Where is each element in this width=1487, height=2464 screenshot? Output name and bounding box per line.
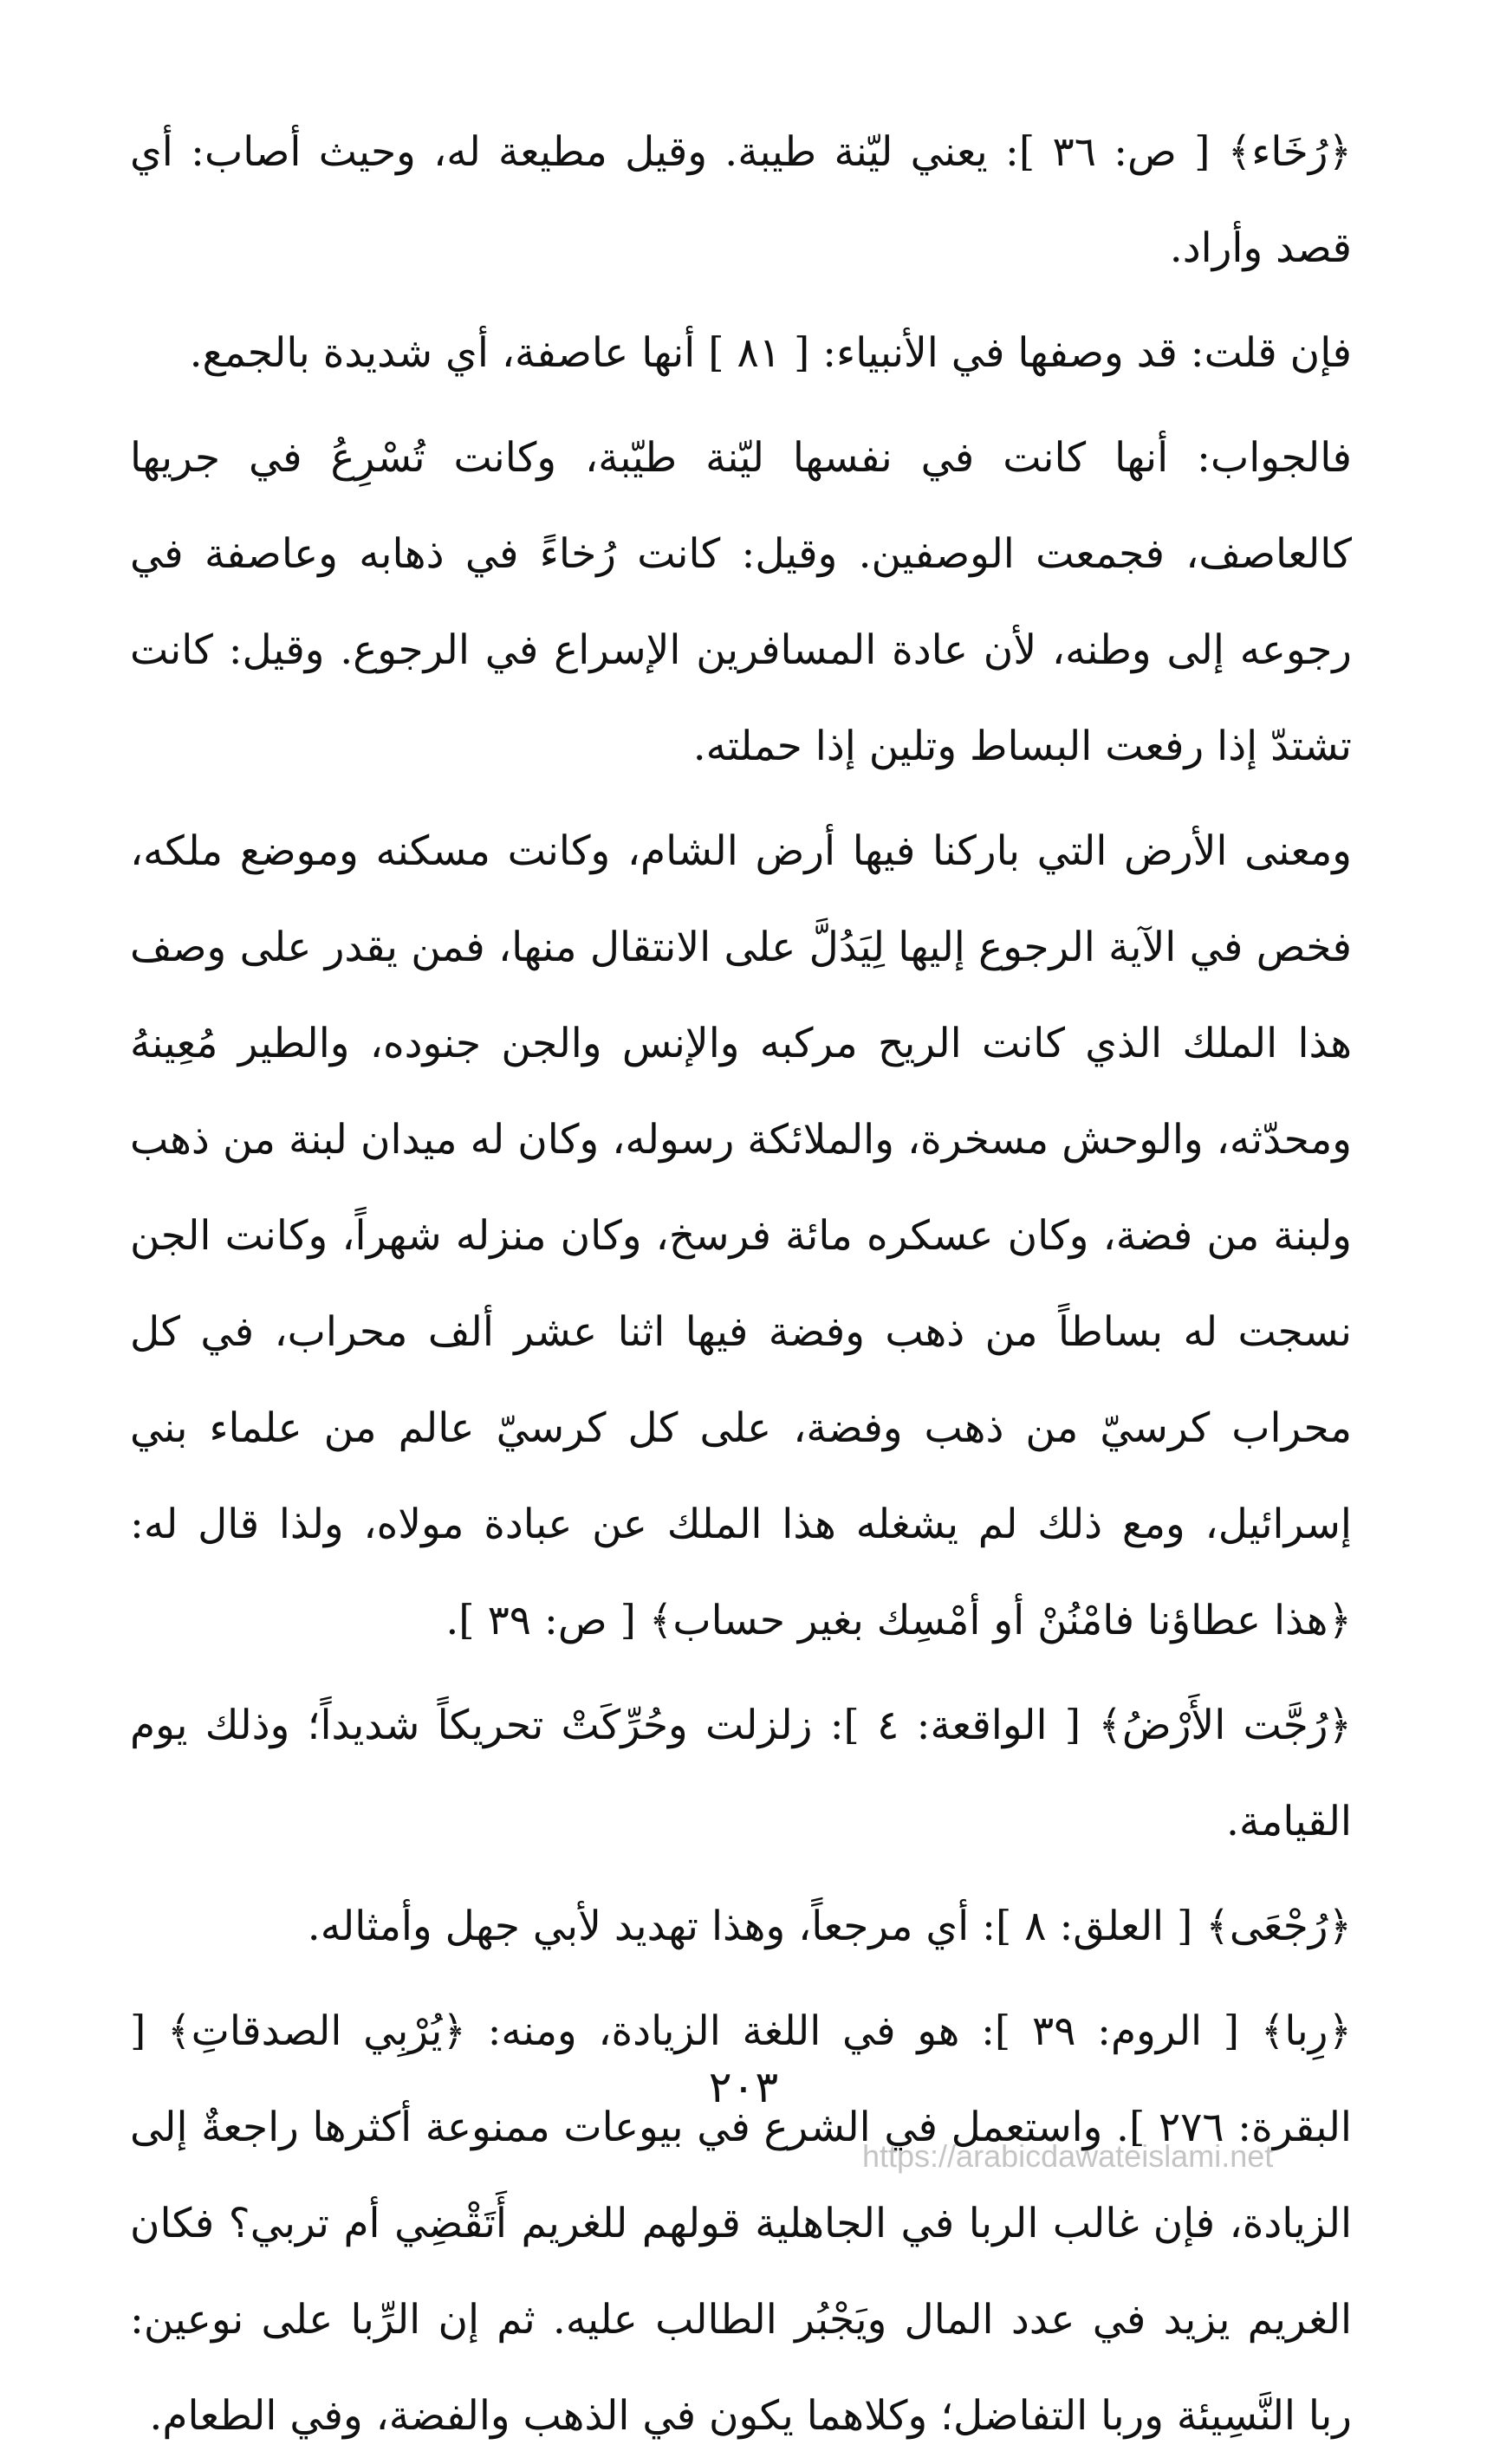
paragraph: ﴿رِبا﴾ [ الروم: ٣٩ ]: هو في اللغة الزيادة، ومنه: ﴿يُرْبِي الصدقاتِ﴾ [ البقرة: ٢٧٦ ]. واستعمل في الشرع في بيوعات ممنوعة أكثرها راجعةٌ إلى الزيادة، فإن غالب الربا في الجاهلية قولهم للغريم أَتَقْضِي أم تربي؟ فكان الغريم يزيد في عدد المال ويَجْبُر الطالب عليه. ثم إن الرِّبا على نوعين: ربا النَّسِيئة وربا التفاضل؛ وكلاهما يكون في الذهب والفضة، وفي الطعام. (130, 2007, 1352, 2440)
page-number: ٢٠٣ (708, 2062, 779, 2112)
paragraph: فإن قلت: قد وصفها في الأنبياء: [ ٨١ ] أنها عاصفة، أي شديدة بالجمع. (189, 329, 1352, 377)
watermark-url: https://arabicdawateislami.net (862, 2138, 1274, 2174)
paragraph: ﴿رُخَاء﴾ [ ص: ٣٦ ]: يعني ليّنة طيبة. وقيل مطيعة له، وحيث أصاب: أي قصد وأراد. (130, 128, 1352, 272)
paragraph: ﴿رُجَّت الأَرْضُ﴾ [ الواقعة: ٤ ]: زلزلت وحُرِّكَتْ تحريكاً شديداً؛ وذلك يوم القيامة. (130, 1702, 1352, 1845)
paragraph: فالجواب: أنها كانت في نفسها ليّنة طيّبة، وكانت تُسْرِعُ في جريها كالعاصف، فجمعت الوصفين. وقيل: كانت رُخاءً في ذهابه وعاصفة في رجوعه إلى وطنه، لأن عادة المسافرين الإسراع في الرجوع. وقيل: كانت تشتدّ إذا رفعت البساط وتلين إذا حملته. (130, 434, 1352, 770)
paragraph: ﴿رُجْعَى﴾ [ العلق: ٨ ]: أي مرجعاً، وهذا تهديد لأبي جهل وأمثاله. (307, 1903, 1352, 1950)
paragraph: ومعنى الأرض التي باركنا فيها أرض الشام، وكانت مسكنه وموضع ملكه، فخص في الآية الرجوع إليها لِيَدُلَّ على الانتقال منها، فمن يقدر على وصف هذا الملك الذي كانت الريح مركبه والإنس والجن جنوده، والطير مُعِينهُ ومحدّثه، والوحش مسخرة، والملائكة رسوله، وكان له ميدان لبنة من ذهب ولبنة من فضة، وكان عسكره مائة فرسخ، وكان منزله شهراً، وكانت الجن نسجت له بساطاً من ذهب وفضة فيها اثنا عشر ألف محراب، في كل محراب كرسيّ من ذهب وفضة، على كل كرسيّ عالم من علماء بني إسرائيل، ومع ذلك لم يشغله هذا الملك عن عبادة مولاه، ولذا قال له: ﴿هذا عطاؤنا فامْنُنْ أو أمْسِك بغير حساب﴾ [ ص: ٣٩ ]. (130, 827, 1352, 1644)
